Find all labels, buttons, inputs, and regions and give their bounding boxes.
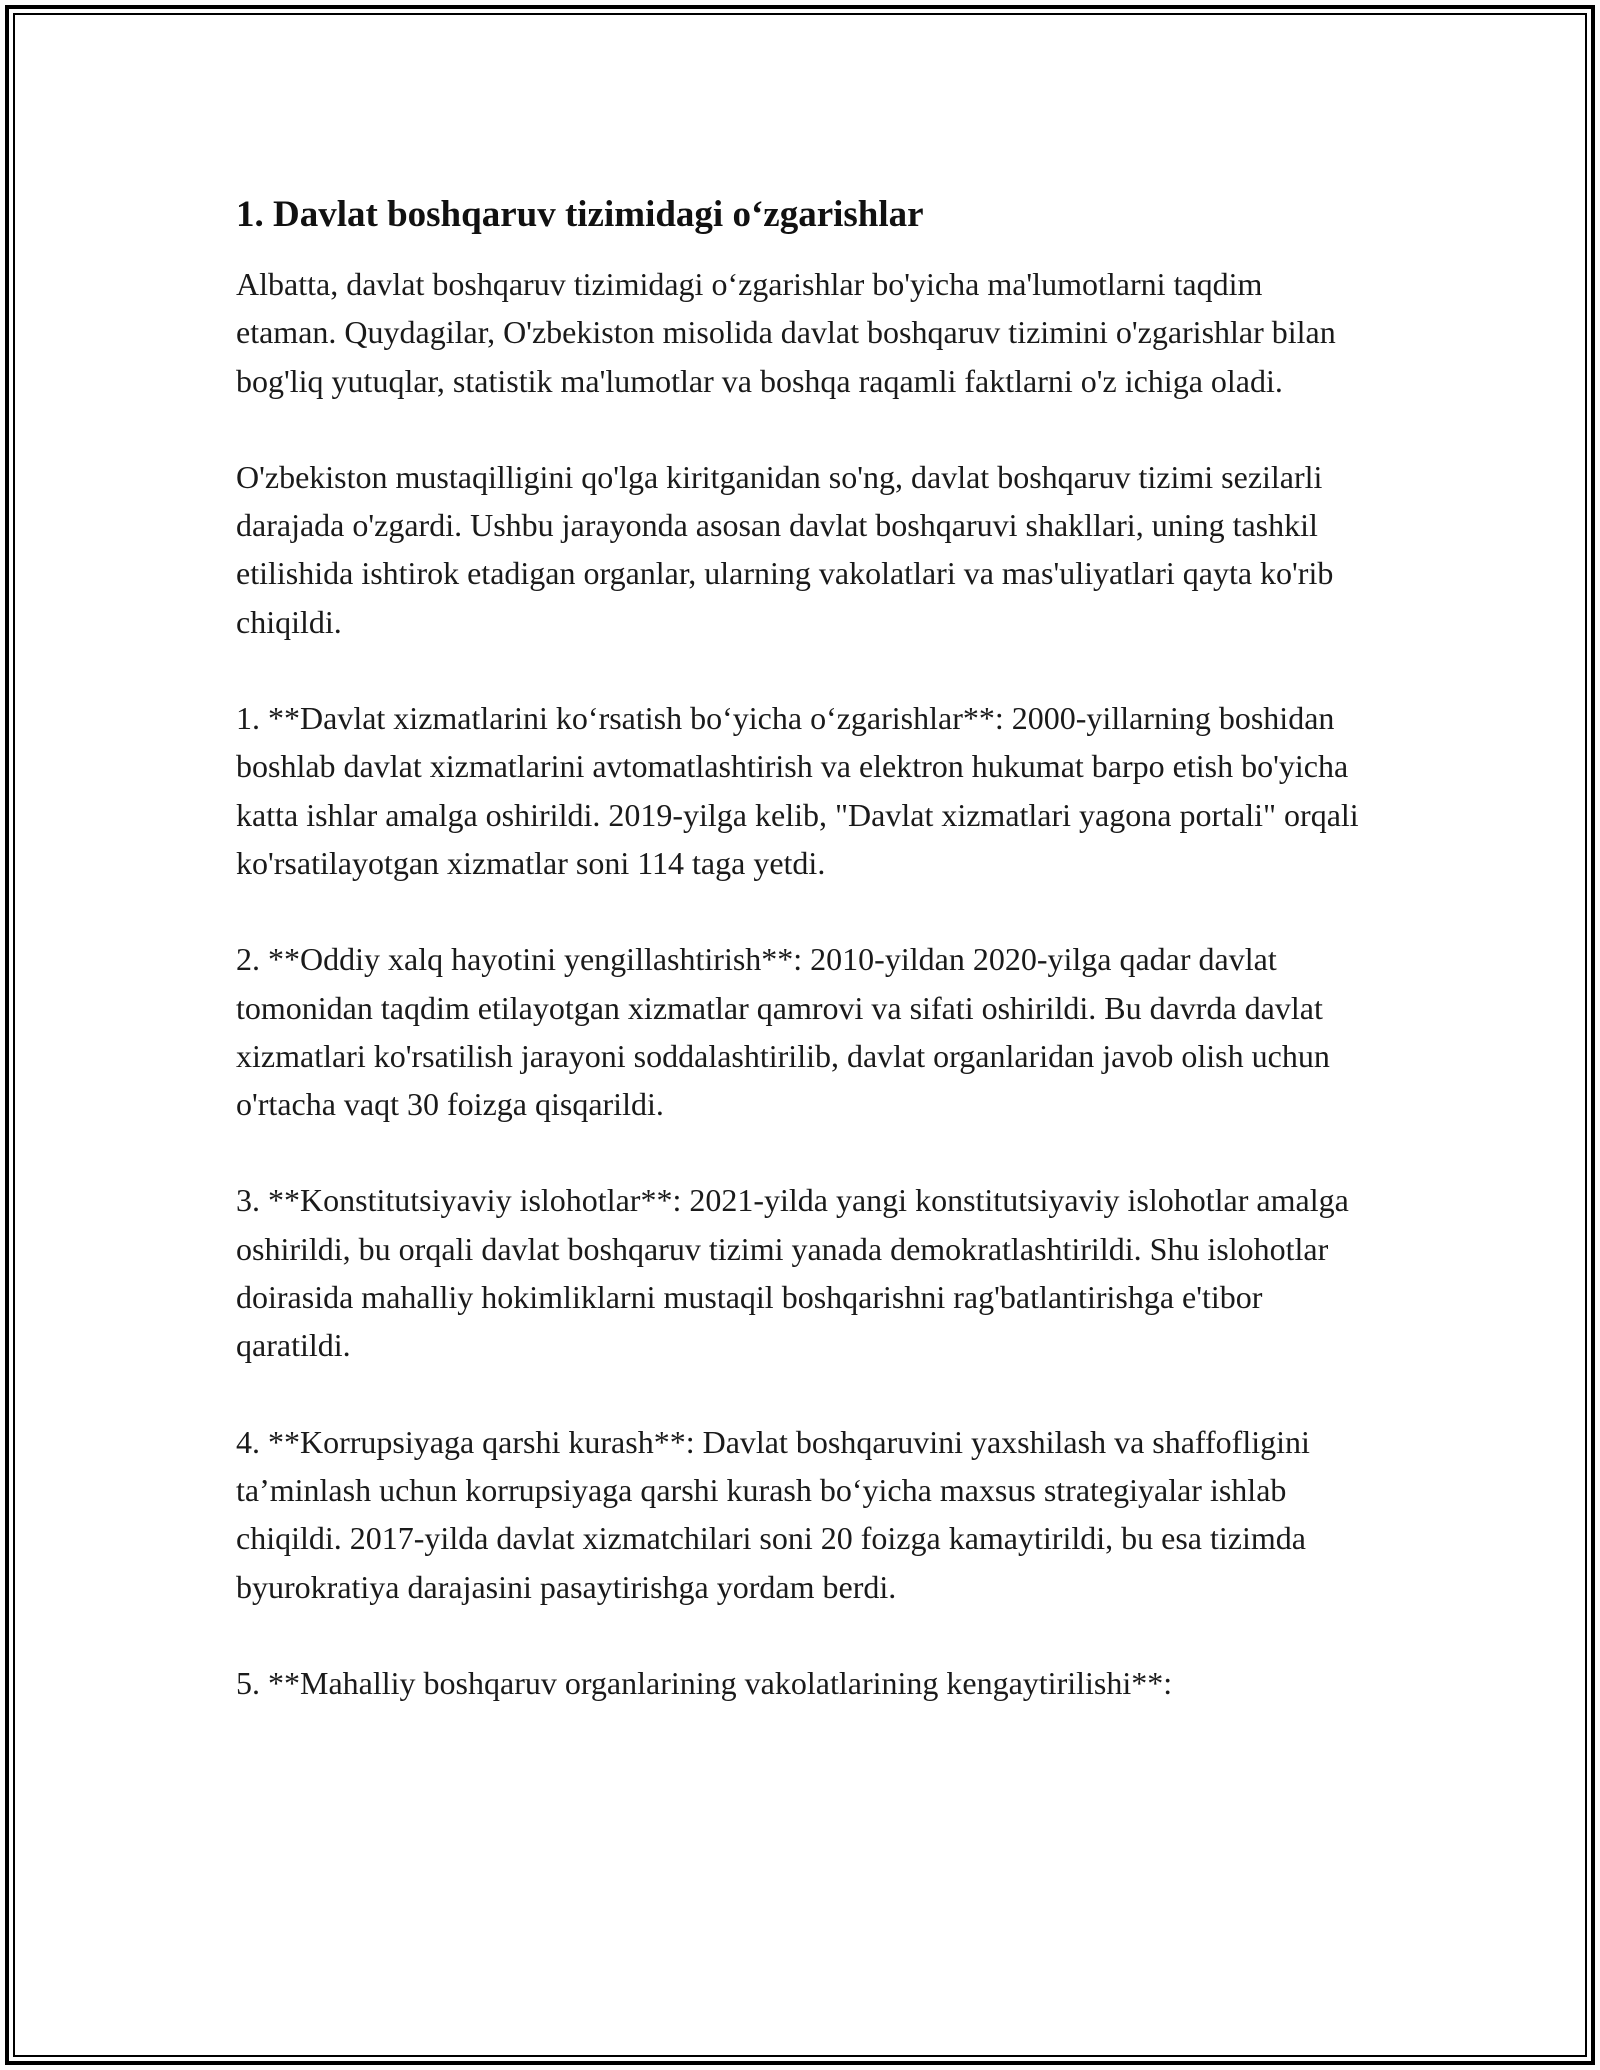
paragraph-intro: Albatta, davlat boshqaruv tizimidagi o‘zgarishlar bo'yicha ma'lumotlarni taqdim etaman. Quydagilar, O'zbekiston misolida davlat boshqaruv tizimini o'zgarishlar bilan bog'liq yutuqlar, statistik ma'lumotlar va boshqa raqamli faktlarni o'z ichiga oladi. [236,266,1336,399]
list-item-5: 5. **Mahalliy boshqaruv organlarining vakolatlarining kengaytirilishi**: [236,1664,1173,1701]
document-body [236,190,1366,1707]
list-item-1: 1. **Davlat xizmatlarini ko‘rsatish bo‘yicha o‘zgarishlar**: 2000-yillarning boshidan boshlab davlat xizmatlarini avtomatlashtirish va elektron hukumat barpo etish bo'yicha katta ishlar amalga oshirildi. 2019-yilga kelib, "Davlat xizmatlari yagona portali" orqali ko'rsatilayotgan xizmatlar soni 114 taga yetdi. [236,700,1359,881]
list-item-4: 4. **Korrupsiyaga qarshi kurash**: Davlat boshqaruvini yaxshilash va shaffofligini ta’minlash uchun korrupsiyaga qarshi kurash bo‘yicha maxsus strategiyalar ishlab chiqildi. 2017-yilda davlat xizmatchilari soni 20 foizga kamaytirildi, bu esa tizimda byurokratiya darajasini pasaytirishga yordam berdi. [236,1423,1310,1605]
paragraph-context: O'zbekiston mustaqilligini qo'lga kiritganidan so'ng, davlat boshqaruv tizimi sezilarli darajada o'zgardi. Ushbu jarayonda asosan davlat boshqaruvi shakllari, uning tashkil etilishida ishtirok etadigan organlar, ularning vakolatlari va mas'uliyatlari qayta ko'rib chiqildi. [236,458,1334,640]
list-item-3: 3. **Konstitutsiyaviy islohotlar**: 2021-yilda yangi konstitutsiyaviy islohotlar amalga oshirildi, bu orqali davlat boshqaruv tizimi yanada demokratlashtirildi. Shu islohotlar doirasida mahalliy hokimliklarni mustaqil boshqarishni rag'batlantirishga e'tibor qaratildi. [236,1182,1349,1364]
list-item-2: 2. **Oddiy xalq hayotini yengillashtirish**: 2010-yildan 2020-yilga qadar davlat tomonidan taqdim etilayotgan xizmatlar qamrovi va sifati oshirildi. Bu davrda davlat xizmatlari ko'rsatilish jarayoni soddalashtirilib, davlat organlaridan javob olish uchun o'rtacha vaqt 30 foizga qisqarildi. [236,941,1330,1123]
section-heading: 1. Davlat boshqaruv tizimidagi o‘zgarishlar [236,194,924,235]
